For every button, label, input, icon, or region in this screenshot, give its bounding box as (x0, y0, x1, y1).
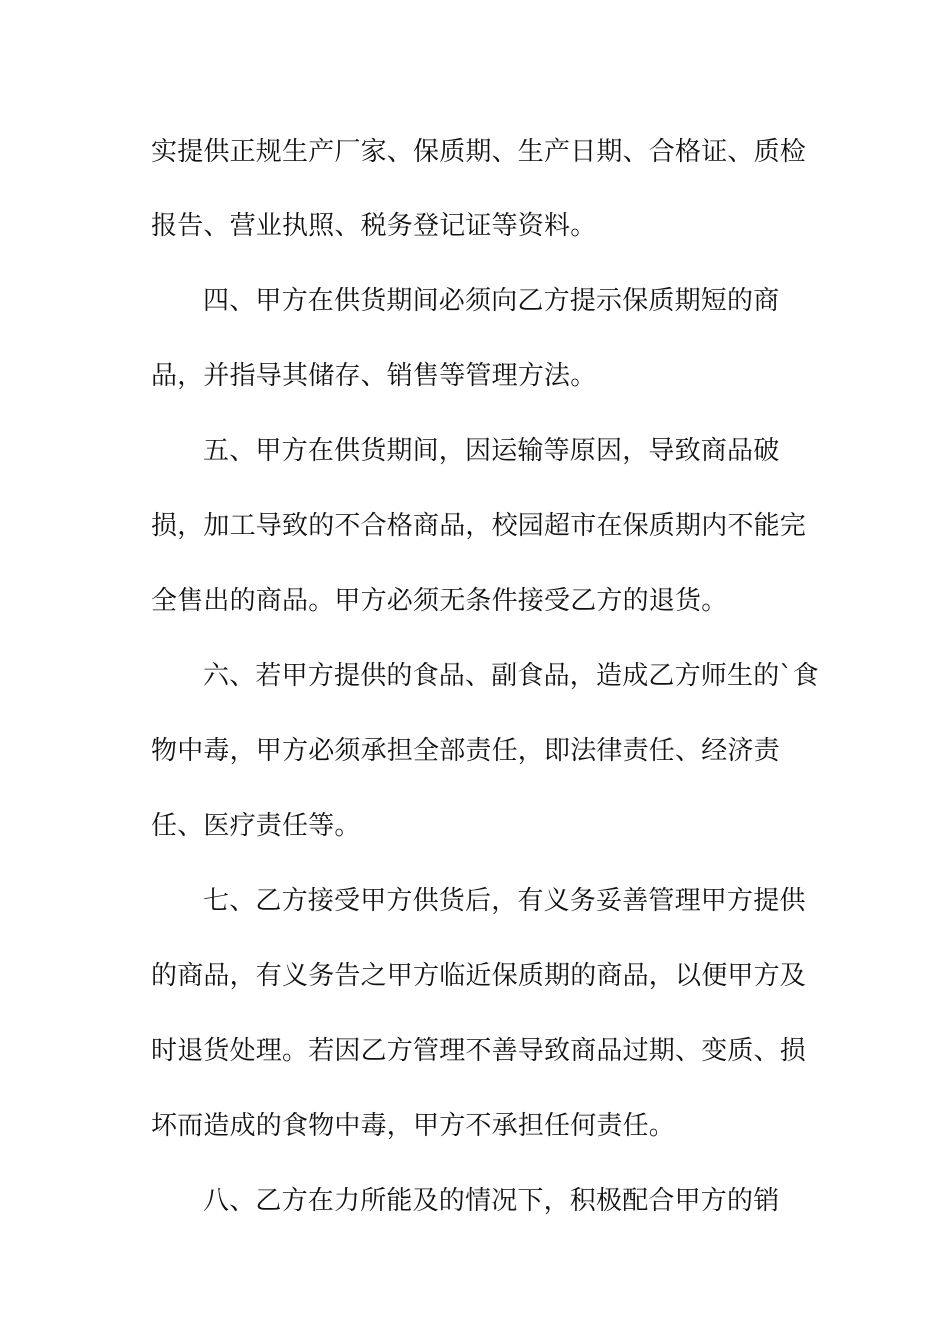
paragraph-5-start: 五、甲方在供货期间，因运输等原因，导致商品破 (203, 436, 780, 466)
paragraph-7-start: 七、乙方接受甲方供货后，有义务妥善管理甲方提供 (203, 886, 806, 916)
text-line: 的商品，有义务告之甲方临近保质期的商品，以便甲方及 (151, 961, 807, 991)
text-line: 时退货处理。若因乙方管理不善导致商品过期、变质、损 (151, 1036, 807, 1066)
paragraph-6-start: 六、若甲方提供的食品、副食品，造成乙方师生的`食 (203, 661, 819, 691)
text-line: 坏而造成的食物中毒，甲方不承担任何责任。 (151, 1111, 676, 1141)
paragraph-8-start: 八、乙方在力所能及的情况下，积极配合甲方的销 (203, 1186, 780, 1216)
text-line: 物中毒，甲方必须承担全部责任，即法律责任、经济责 (151, 736, 780, 766)
text-line: 全售出的商品。甲方必须无条件接受乙方的退货。 (151, 586, 728, 616)
text-line: 任、医疗责任等。 (151, 811, 361, 841)
text-line: 损，加工导致的不合格商品，校园超市在保质期内不能完 (151, 511, 807, 541)
text-line: 实提供正规生产厂家、保质期、生产日期、合格证、质检 (151, 137, 807, 167)
text-line: 报告、营业执照、税务登记证等资料。 (151, 211, 597, 241)
text-line: 品，并指导其储存、销售等管理方法。 (151, 361, 597, 391)
paragraph-4-start: 四、甲方在供货期间必须向乙方提示保质期短的商 (203, 286, 780, 316)
